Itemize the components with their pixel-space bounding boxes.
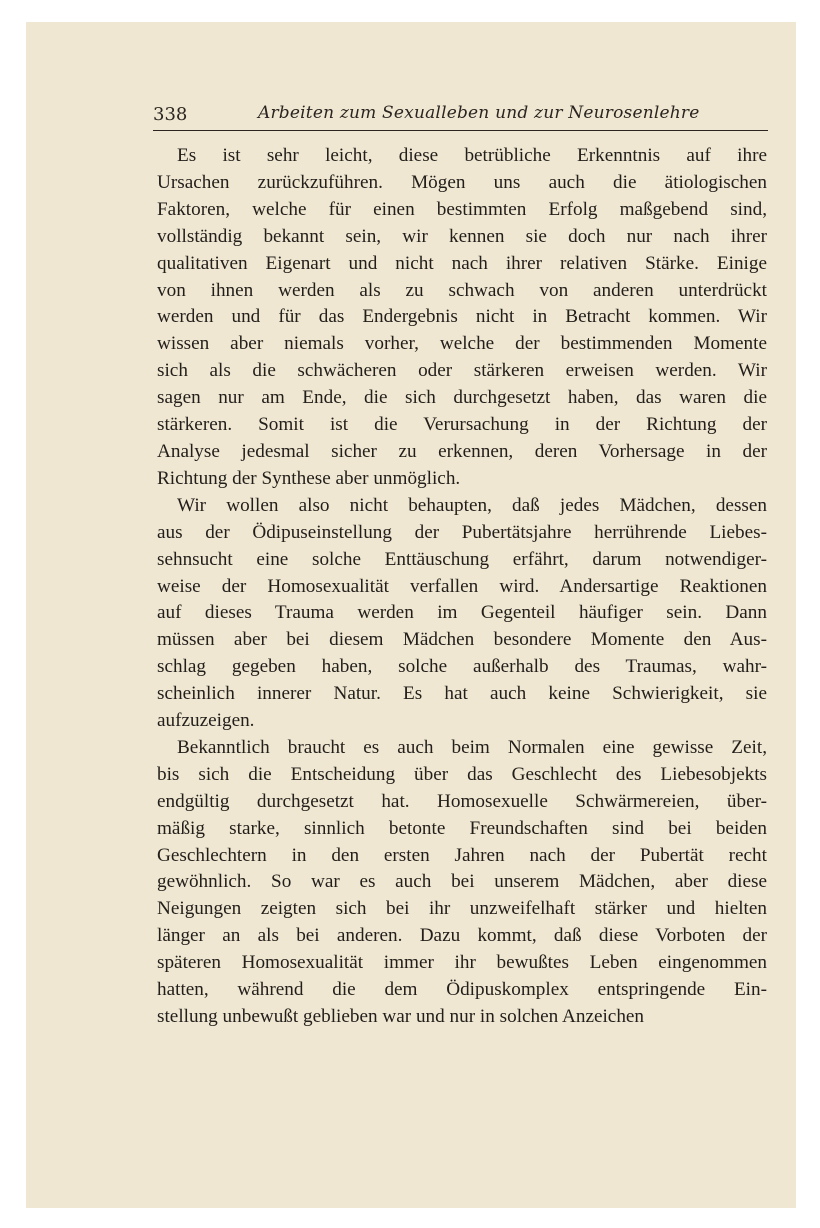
- text-line: bis sich die Entscheidung über das Geschlecht des Liebesobjekts: [157, 763, 767, 785]
- text-line: schlag gegeben haben, solche außerhalb des Traumas, wahr-: [157, 656, 767, 678]
- text-line: aus der Ödipuseinstellung der Pubertätsjahre herrührende Liebes-: [157, 521, 767, 543]
- text-line: müssen aber bei diesem Mädchen besondere Momente den Aus-: [157, 629, 767, 651]
- text-line: Ursachen zurückzuführen. Mögen uns auch die ätiologischen: [157, 171, 767, 193]
- text-line: endgültig durchgesetzt hat. Homosexuelle Schwärmereien, über-: [157, 790, 767, 812]
- text-line: von ihnen werden als zu schwach von anderen unterdrückt: [157, 279, 767, 301]
- text-line: aufzuzeigen.: [157, 710, 255, 732]
- text-line: hatten, während die dem Ödipuskomplex entspringende Ein-: [157, 979, 767, 1001]
- text-line: Bekanntlich braucht es auch beim Normalen eine gewisse Zeit,: [177, 736, 767, 758]
- text-line: sagen nur am Ende, die sich durchgesetzt haben, das waren die: [157, 387, 767, 409]
- text-line: weise der Homosexualität verfallen wird. Andersartige Reaktionen: [157, 575, 767, 597]
- running-head: Arbeiten zum Sexualleben und zur Neurosenlehre: [258, 103, 700, 123]
- text-line: sehnsucht eine solche Enttäuschung erfährt, darum notwendiger-: [157, 548, 767, 570]
- text-line: Neigungen zeigten sich bei ihr unzweifelhaft stärker und hielten: [157, 898, 767, 920]
- book-page: [26, 22, 796, 1208]
- text-line: Wir wollen also nicht behaupten, daß jedes Mädchen, dessen: [177, 494, 767, 516]
- text-line: gewöhnlich. So war es auch bei unserem Mädchen, aber diese: [157, 871, 767, 893]
- text-line: werden und für das Endergebnis nicht in Betracht kommen. Wir: [157, 306, 767, 328]
- paragraph: [157, 735, 767, 1031]
- text-line: Richtung der Synthese aber unmöglich.: [157, 467, 461, 489]
- text-line: Faktoren, welche für einen bestimmten Erfolg maßgebend sind,: [157, 198, 767, 220]
- text-line: stärkeren. Somit ist die Verursachung in der Richtung der: [157, 414, 767, 436]
- text-line: mäßig starke, sinnlich betonte Freundschaften sind bei beiden: [157, 817, 767, 839]
- page-header: [153, 100, 768, 131]
- text-line: Geschlechtern in den ersten Jahren nach der Pubertät recht: [157, 844, 767, 866]
- body-text: [157, 143, 767, 1031]
- text-line: auf dieses Trauma werden im Gegenteil häufiger sein. Dann: [157, 602, 767, 624]
- text-line: vollständig bekannt sein, wir kennen sie doch nur nach ihrer: [157, 225, 767, 247]
- paragraph: [157, 143, 767, 493]
- text-line: stellung unbewußt geblieben war und nur in solchen Anzeichen: [157, 1006, 645, 1027]
- text-line: wissen aber niemals vorher, welche der bestimmenden Momente: [157, 333, 767, 355]
- page-number: 338: [153, 104, 188, 125]
- text-line: Es ist sehr leicht, diese betrübliche Erkenntnis auf ihre: [177, 145, 767, 166]
- text-line: scheinlich innerer Natur. Es hat auch keine Schwierigkeit, sie: [157, 683, 767, 705]
- text-line: länger an als bei anderen. Dazu kommt, daß diese Vorboten der: [157, 925, 767, 947]
- text-line: Analyse jedesmal sicher zu erkennen, deren Vorhersage in der: [157, 440, 767, 462]
- text-line: sich als die schwächeren oder stärkeren erweisen werden. Wir: [157, 360, 767, 382]
- text-line: qualitativen Eigenart und nicht nach ihrer relativen Stärke. Einige: [157, 252, 767, 274]
- text-line: späteren Homosexualität immer ihr bewußtes Leben eingenommen: [157, 952, 767, 974]
- paragraph: [157, 493, 767, 735]
